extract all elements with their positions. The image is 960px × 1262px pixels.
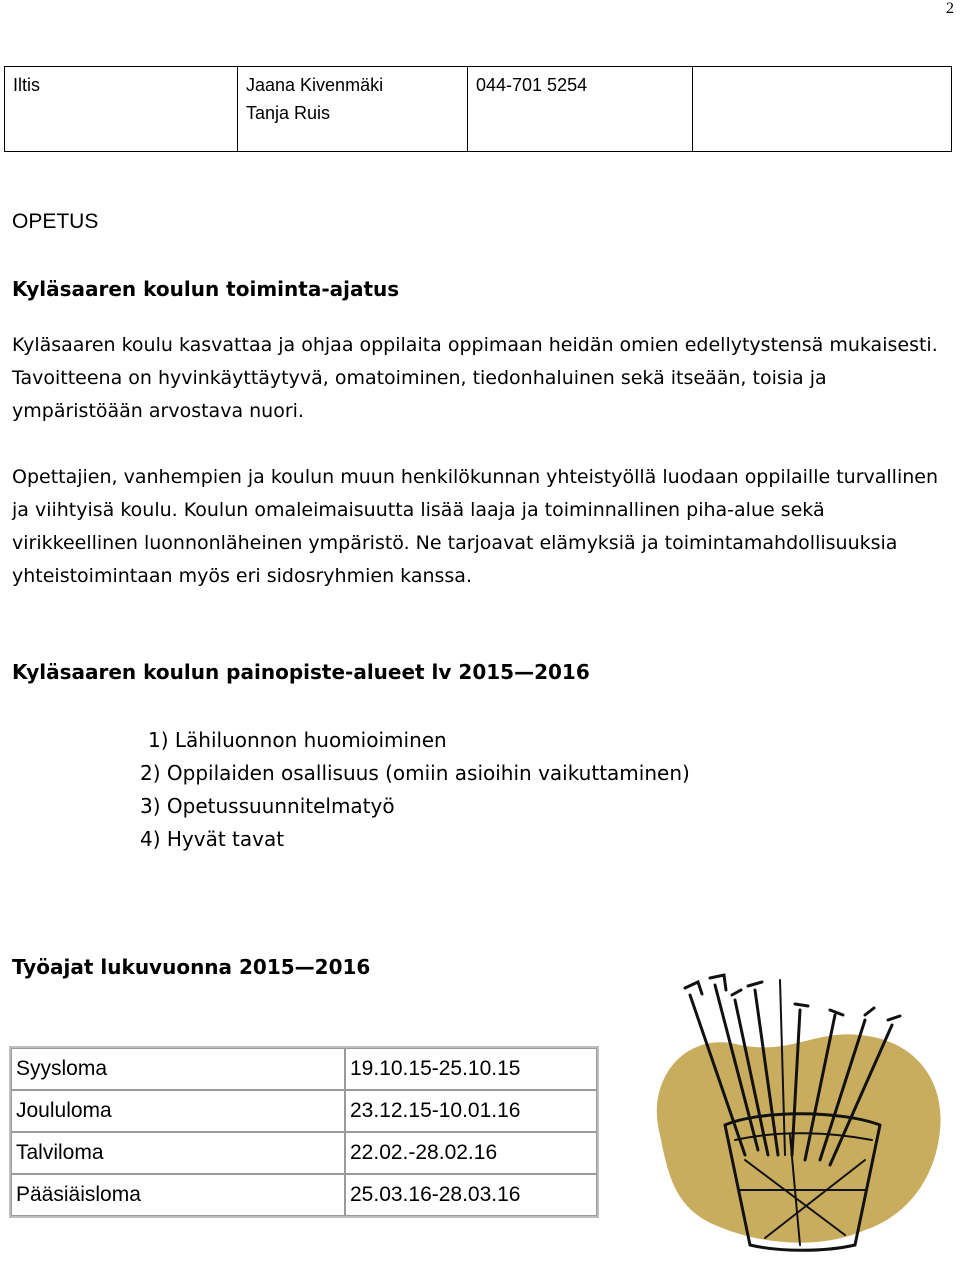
holiday-dates: 19.10.15-25.10.15 [345, 1048, 597, 1090]
table-row [11, 1174, 597, 1216]
holiday-dates: 23.12.15-10.01.16 [345, 1090, 597, 1132]
holiday-table [9, 1046, 599, 1218]
phone-cell [468, 67, 693, 152]
mission-paragraph-1 [12, 329, 947, 428]
table-row [11, 1090, 597, 1132]
section-title: OPETUS [12, 210, 99, 233]
holiday-name: Pääsiäisloma [11, 1174, 345, 1216]
list-item: 2) Oppilaiden osallisuus (omiin asioihin vaikuttaminen) [140, 761, 690, 785]
table-row [11, 1048, 597, 1090]
teachers-cell [238, 67, 468, 152]
focus-areas-list [140, 724, 690, 856]
holiday-dates: 22.02.-28.02.16 [345, 1132, 597, 1174]
teacher-name: Tanja Ruis [246, 103, 331, 123]
focus-areas-heading: Kyläsaaren koulun painopiste-alueet lv 2015—2016 [12, 660, 590, 684]
phone-number: 044-701 5254 [476, 75, 588, 95]
class-name-cell [5, 67, 238, 152]
list-item: 3) Opetussuunnitelmatyö [140, 794, 395, 818]
contact-table [4, 66, 952, 152]
mission-text-2: Opettajien, vanhempien ja koulun muun henkilökunnan yhteistyöllä luodaan oppilaille turvallinen ja viihtyisä koulu. Koulun omaleimaisuutta lisää laaja ja toiminnallinen piha-alue sekä virikkeellinen luonnonläheinen ympäristö. Ne tarjoavat elämyksiä ja toimintamahdollisuuksia yhteistoimintaan myös eri sidosryhmien kanssa. [12, 466, 938, 587]
list-item: 1) Lähiluonnon huomioiminen [148, 728, 447, 752]
schedule-heading: Työajat lukuvuonna 2015—2016 [12, 955, 371, 979]
page-number: 2 [946, 0, 954, 17]
class-name: Iltis [13, 75, 40, 95]
list-item: 4) Hyvät tavat [140, 827, 285, 851]
holiday-name: Joululoma [11, 1090, 345, 1132]
holiday-name: Talviloma [11, 1132, 345, 1174]
pencil-cup-icon [640, 960, 950, 1255]
teacher-name: Jaana Kivenmäki [246, 75, 384, 95]
holiday-dates: 25.03.16-28.03.16 [345, 1174, 597, 1216]
mission-heading: Kyläsaaren koulun toiminta-ajatus [12, 277, 400, 301]
empty-cell [693, 67, 952, 152]
holiday-name: Syysloma [11, 1048, 345, 1090]
mission-paragraph-2 [12, 461, 947, 593]
table-row [11, 1132, 597, 1174]
mission-text-1: Kyläsaaren koulu kasvattaa ja ohjaa oppilaita oppimaan heidän omien edellytystensä mukaisesti. Tavoitteena on hyvinkäyttäytyvä, omatoiminen, tiedonhaluinen sekä itseään, toisia ja ympäristöään arvostava nuori. [12, 334, 938, 422]
contact-row [5, 67, 952, 152]
